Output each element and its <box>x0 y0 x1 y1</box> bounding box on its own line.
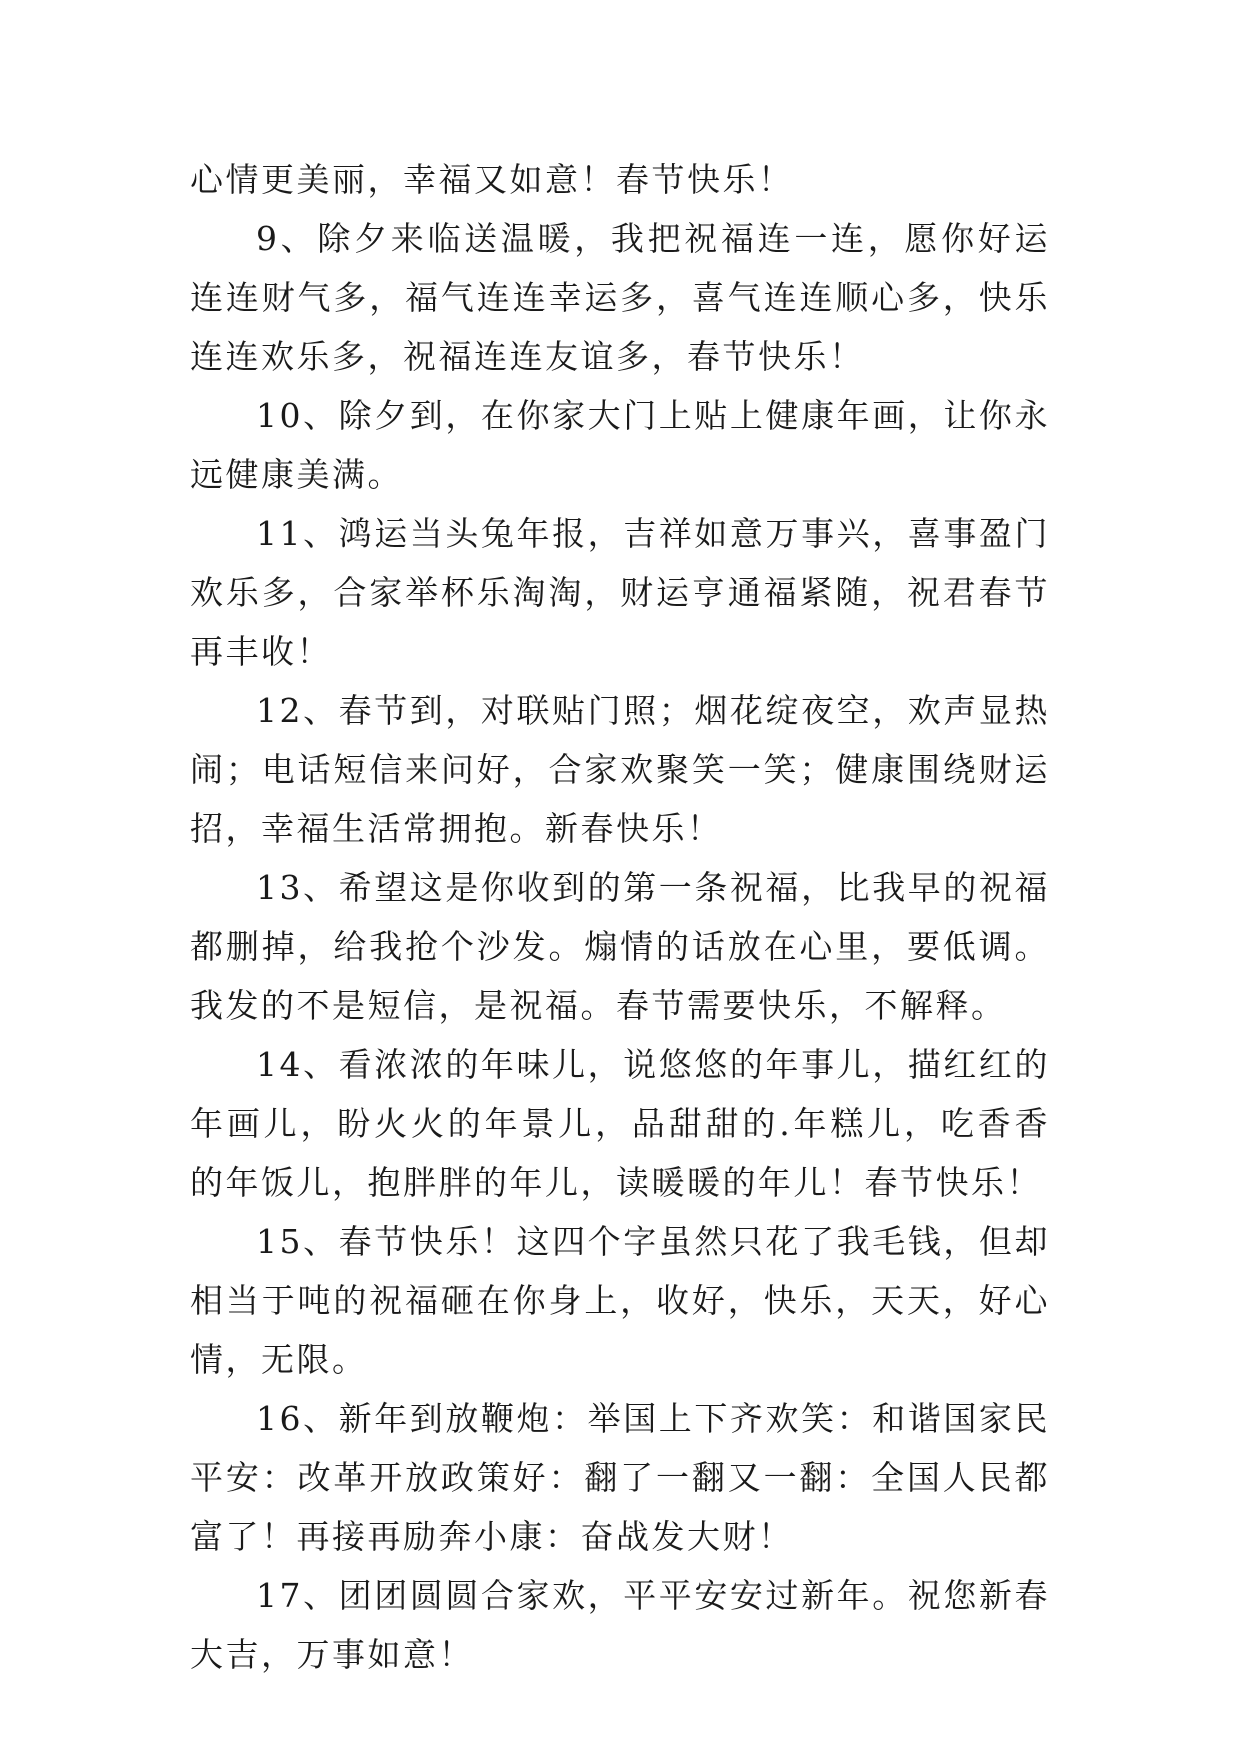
paragraph-11: 11、鸿运当头兔年报，吉祥如意万事兴，喜事盈门欢乐多，合家举杯乐淘淘，财运亨通福紧随，祝君春节再丰收！ <box>190 514 1050 671</box>
paragraph-17: 17、团团圆圆合家欢，平平安安过新年。祝您新春大吉，万事如意！ <box>190 1576 1050 1674</box>
paragraph-9: 9、除夕来临送温暖，我把祝福连一连，愿你好运连连财气多，福气连连幸运多，喜气连连顺心多，快乐连连欢乐多，祝福连连友谊多，春节快乐！ <box>190 219 1050 376</box>
document-body <box>190 150 1050 1684</box>
paragraph-12: 12、春节到，对联贴门照；烟花绽夜空，欢声显热闹；电话短信来问好，合家欢聚笑一笑；健康围绕财运招，幸福生活常拥抱。新春快乐！ <box>190 691 1050 848</box>
paragraph-continued: 心情更美丽，幸福又如意！春节快乐！ <box>190 160 794 199</box>
paragraph-15: 15、春节快乐！这四个字虽然只花了我毛钱，但却相当于吨的祝福砸在你身上，收好，快乐，天天，好心情，无限。 <box>190 1222 1050 1379</box>
paragraph-14: 14、看浓浓的年味儿，说悠悠的年事儿，描红红的年画儿，盼火火的年景儿，品甜甜的.年糕儿，吃香香的年饭儿，抱胖胖的年儿，读暖暖的年儿！春节快乐！ <box>190 1045 1050 1202</box>
paragraph-13: 13、希望这是你收到的第一条祝福，比我早的祝福都删掉，给我抢个沙发。煽情的话放在心里，要低调。我发的不是短信，是祝福。春节需要快乐，不解释。 <box>190 868 1050 1025</box>
paragraph-16: 16、新年到放鞭炮：举国上下齐欢笑：和谐国家民平安：改革开放政策好：翻了一翻又一翻：全国人民都富了！再接再励奔小康：奋战发大财！ <box>190 1399 1050 1556</box>
paragraph-10: 10、除夕到，在你家大门上贴上健康年画，让你永远健康美满。 <box>190 396 1050 494</box>
